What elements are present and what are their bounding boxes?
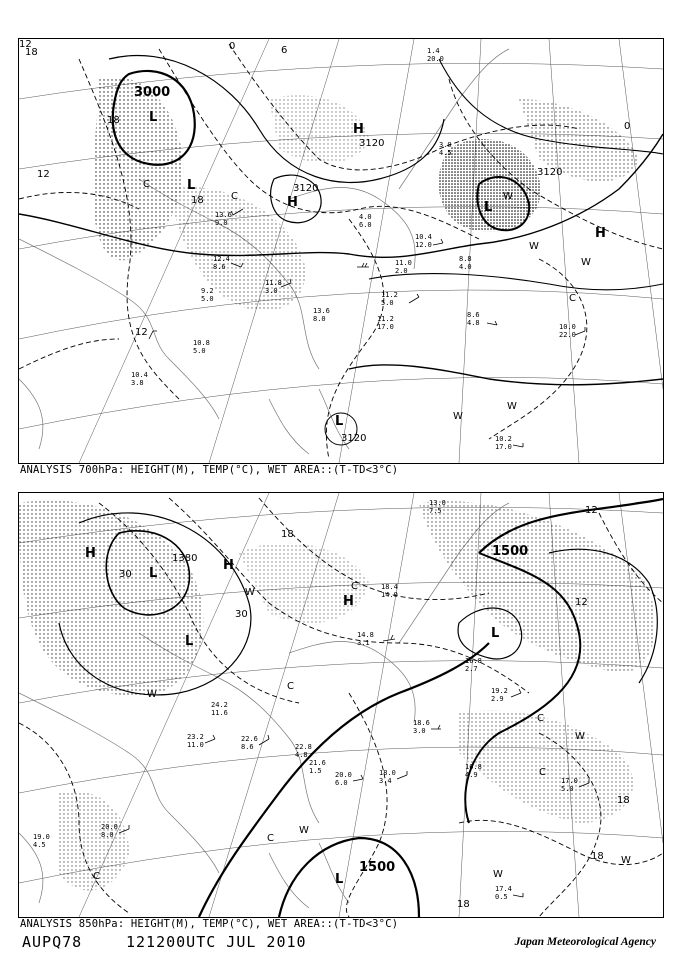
svg-text:13.6: 13.6 <box>215 211 232 219</box>
map-700-canvas <box>19 39 663 463</box>
svg-text:11.8: 11.8 <box>265 279 282 287</box>
svg-text:11.6: 11.6 <box>211 709 228 717</box>
warm-mark: W <box>147 689 157 700</box>
svg-text:3.0: 3.0 <box>439 141 452 149</box>
svg-text:14.8: 14.8 <box>357 631 374 639</box>
low-center: L <box>149 110 158 125</box>
station-plot <box>427 47 444 63</box>
svg-text:19.0: 19.0 <box>33 833 50 841</box>
svg-text:22.8: 22.8 <box>295 743 312 751</box>
svg-text:16.8: 16.8 <box>465 763 482 771</box>
cold-mark: C <box>539 767 546 778</box>
svg-text:5.0: 5.0 <box>193 347 206 355</box>
svg-text:0.5: 0.5 <box>495 893 508 901</box>
svg-text:13.0: 13.0 <box>429 499 446 507</box>
station-plot <box>495 885 512 901</box>
height-label: 1500 <box>492 544 529 559</box>
station-plot <box>193 339 210 355</box>
temp-label: 30 <box>235 609 248 620</box>
warm-mark: W <box>299 825 309 836</box>
svg-text:11.0: 11.0 <box>395 259 412 267</box>
svg-text:9.0: 9.0 <box>215 219 228 227</box>
warm-mark: W <box>507 401 517 412</box>
svg-text:8.8: 8.8 <box>459 255 472 263</box>
station-plot <box>211 701 228 717</box>
station-plot <box>241 735 258 751</box>
station-plot <box>131 371 148 387</box>
svg-text:4.0: 4.0 <box>359 213 372 221</box>
temp-label: 18 <box>281 529 294 540</box>
svg-text:5.0: 5.0 <box>381 299 394 307</box>
svg-text:18.0: 18.0 <box>379 769 396 777</box>
cold-mark: C <box>351 581 358 592</box>
corner-isotherm-label: 18 <box>25 47 38 58</box>
valid-time: 121200UTC JUL 2010 <box>126 933 307 951</box>
svg-text:17.4: 17.4 <box>495 885 512 893</box>
svg-text:4.8: 4.8 <box>295 751 308 759</box>
station-plot <box>559 323 576 339</box>
svg-text:7.5: 7.5 <box>429 507 442 515</box>
temp-label: 0 <box>624 121 631 132</box>
low-center: L <box>491 626 500 641</box>
svg-text:3.1: 3.1 <box>357 639 370 647</box>
cold-mark: C <box>143 179 150 190</box>
station-plot <box>357 631 374 647</box>
temp-label: 12 <box>37 169 50 180</box>
low-center: L <box>335 414 344 429</box>
cold-mark: C <box>287 681 294 692</box>
station-plot <box>377 315 394 331</box>
svg-text:22.6: 22.6 <box>241 735 258 743</box>
station-plot <box>381 291 398 307</box>
height-label: 3000 <box>134 85 171 100</box>
svg-text:12.4: 12.4 <box>213 255 230 263</box>
svg-text:10.8: 10.8 <box>193 339 210 347</box>
svg-text:8.6: 8.6 <box>467 311 480 319</box>
height-label: 3120 <box>359 138 385 149</box>
svg-text:17.0: 17.0 <box>561 777 578 785</box>
svg-text:3.0: 3.0 <box>265 287 278 295</box>
temp-label: 18 <box>457 899 470 910</box>
temp-label: 18 <box>191 195 204 206</box>
svg-text:5.0: 5.0 <box>201 295 214 303</box>
map-850-canvas <box>19 493 663 917</box>
svg-text:18.4: 18.4 <box>381 583 398 591</box>
low-center: L <box>187 178 196 193</box>
svg-text:2.7: 2.7 <box>465 665 478 673</box>
svg-text:8.0: 8.0 <box>313 315 326 323</box>
temp-label: 0 <box>229 41 236 52</box>
svg-text:4.5: 4.5 <box>33 841 46 849</box>
station-plot <box>187 733 204 749</box>
warm-mark: W <box>503 191 513 202</box>
svg-text:10.0: 10.0 <box>559 323 576 331</box>
svg-text:12.0: 12.0 <box>415 241 432 249</box>
svg-text:16.8: 16.8 <box>465 657 482 665</box>
low-center: L <box>185 634 194 649</box>
station-plot <box>313 307 330 323</box>
svg-text:10.2: 10.2 <box>495 435 512 443</box>
svg-text:3.4: 3.4 <box>379 777 392 785</box>
temp-label: 12 <box>135 327 148 338</box>
chart-code: AUPQ78 <box>22 933 83 951</box>
temp-label: 12 <box>575 597 588 608</box>
station-plot <box>415 233 432 249</box>
warm-mark: W <box>245 587 255 598</box>
svg-text:2.0: 2.0 <box>395 267 408 275</box>
caption-700hpa: ANALYSIS 700hPa: HEIGHT(M), TEMP(°C), WET AREA::(T-TD<3°C) <box>20 464 399 476</box>
station-plot <box>335 771 352 787</box>
station-plot <box>33 833 50 849</box>
cold-mark: C <box>93 871 100 882</box>
cold-mark: C <box>569 293 576 304</box>
temp-label: 6 <box>281 45 288 56</box>
svg-text:4.9: 4.9 <box>465 771 478 779</box>
low-center: L <box>149 566 158 581</box>
warm-mark: W <box>453 411 463 422</box>
station-plot <box>459 255 472 271</box>
svg-text:4.5: 4.5 <box>439 149 452 157</box>
temp-label: 18 <box>591 851 604 862</box>
svg-text:13.6: 13.6 <box>313 307 330 315</box>
svg-text:9.2: 9.2 <box>201 287 214 295</box>
svg-text:18.6: 18.6 <box>413 719 430 727</box>
warm-mark: W <box>621 855 631 866</box>
high-center: H <box>595 226 606 241</box>
warm-mark: W <box>581 257 591 268</box>
height-label: 3120 <box>341 433 367 444</box>
svg-text:8.6: 8.6 <box>213 263 226 271</box>
temp-label: 18 <box>617 795 630 806</box>
height-label: 1500 <box>359 860 396 875</box>
svg-text:10.4: 10.4 <box>415 233 432 241</box>
svg-text:4.0: 4.0 <box>459 263 472 271</box>
svg-text:11.2: 11.2 <box>377 315 394 323</box>
svg-text:6.0: 6.0 <box>359 221 372 229</box>
svg-text:19.2: 19.2 <box>491 687 508 695</box>
svg-text:10.4: 10.4 <box>131 371 148 379</box>
high-center: H <box>353 122 364 137</box>
station-plot <box>495 435 512 451</box>
svg-text:11.2: 11.2 <box>381 291 398 299</box>
svg-text:17.0: 17.0 <box>377 323 394 331</box>
low-center: L <box>484 200 493 215</box>
high-center: H <box>343 594 354 609</box>
wet-areas <box>19 500 655 890</box>
cold-mark: C <box>231 191 238 202</box>
svg-text:14.0: 14.0 <box>381 591 398 599</box>
low-center: L <box>335 872 344 887</box>
svg-text:8.0: 8.0 <box>101 831 114 839</box>
svg-text:11.0: 11.0 <box>187 741 204 749</box>
svg-text:1.4: 1.4 <box>427 47 440 55</box>
wet-areas <box>93 77 639 311</box>
station-plot <box>201 287 214 303</box>
cold-mark: C <box>537 713 544 724</box>
svg-text:21.6: 21.6 <box>309 759 326 767</box>
svg-text:4.8: 4.8 <box>467 319 480 327</box>
high-center: H <box>287 195 298 210</box>
station-plot <box>439 141 452 157</box>
svg-text:2.9: 2.9 <box>491 695 504 703</box>
temp-label: 18 <box>107 115 120 126</box>
svg-text:3.0: 3.0 <box>413 727 426 735</box>
station-plot <box>395 259 412 275</box>
svg-text:20.0: 20.0 <box>101 823 118 831</box>
svg-text:22.0: 22.0 <box>559 331 576 339</box>
temp-label: 12 <box>19 39 32 50</box>
svg-text:23.2: 23.2 <box>187 733 204 741</box>
station-plot <box>381 583 398 599</box>
warm-mark: W <box>529 241 539 252</box>
warm-mark: W <box>493 869 503 880</box>
height-label: 3120 <box>537 167 563 178</box>
high-center: H <box>223 558 234 573</box>
station-plot <box>309 759 326 775</box>
map-700hpa <box>18 38 664 464</box>
agency-name: Japan Meteorological Agency <box>514 936 656 948</box>
height-label: 3120 <box>293 183 319 194</box>
caption-850hpa: ANALYSIS 850hPa: HEIGHT(M), TEMP(°C), WET AREA::(T-TD<3°C) <box>20 918 399 930</box>
svg-text:3.8: 3.8 <box>131 379 144 387</box>
warm-mark: W <box>575 731 585 742</box>
svg-text:1.5: 1.5 <box>309 767 322 775</box>
station-plot <box>467 311 480 327</box>
svg-text:5.0: 5.0 <box>561 785 574 793</box>
svg-text:6.0: 6.0 <box>335 779 348 787</box>
station-plot <box>359 213 372 229</box>
cold-mark: C <box>267 833 274 844</box>
svg-text:8.6: 8.6 <box>241 743 254 751</box>
svg-text:20.0: 20.0 <box>335 771 352 779</box>
height-label: 1380 <box>172 553 198 564</box>
contour-1500-south <box>279 838 419 917</box>
station-plot <box>491 687 508 703</box>
svg-text:20.0: 20.0 <box>427 55 444 63</box>
station-plot <box>413 719 430 735</box>
map-850hpa <box>18 492 664 918</box>
temp-label: 12 <box>585 505 598 516</box>
station-plot <box>465 657 482 673</box>
station-plot <box>379 769 396 785</box>
svg-text:24.2: 24.2 <box>211 701 228 709</box>
high-center: H <box>85 546 96 561</box>
temp-label: 30 <box>119 569 132 580</box>
svg-text:17.0: 17.0 <box>495 443 512 451</box>
